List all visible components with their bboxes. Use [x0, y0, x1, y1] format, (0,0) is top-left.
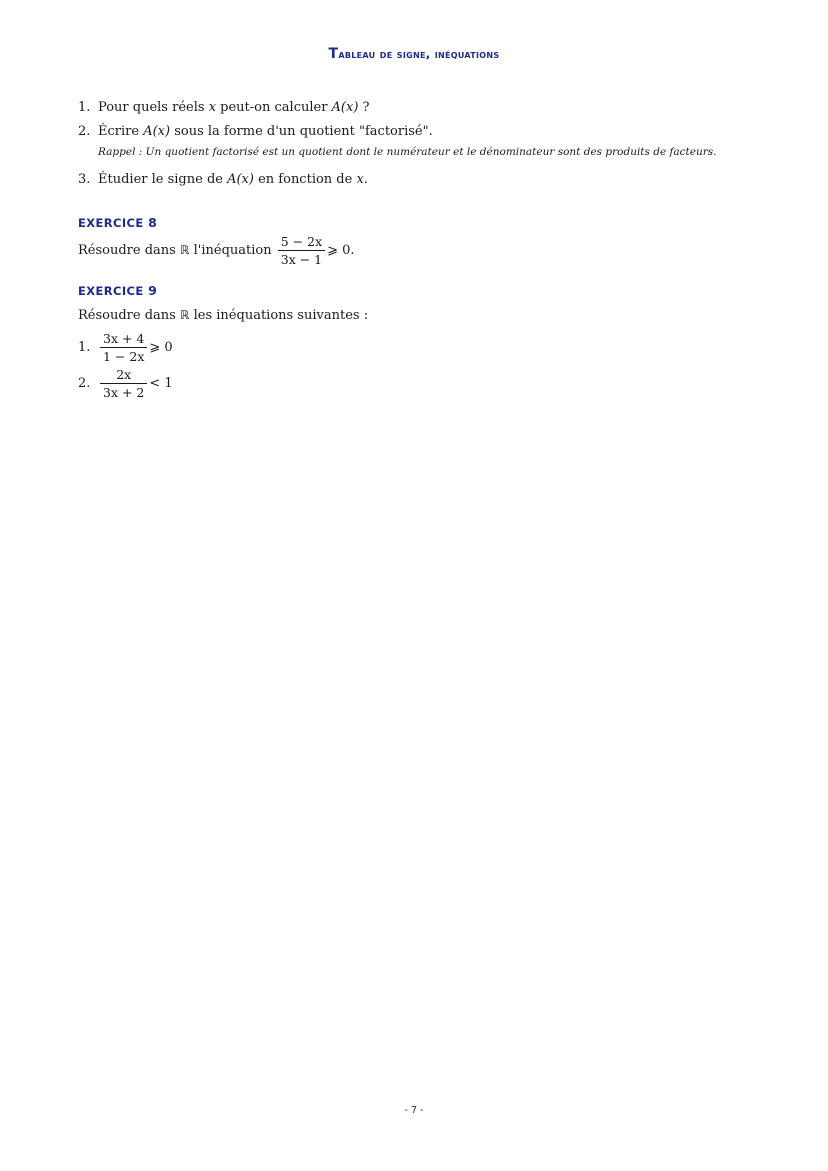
question-number: 1. — [78, 100, 91, 115]
real-numbers-symbol: ℝ — [179, 308, 190, 322]
inequality-relation: < 1 — [149, 376, 173, 391]
inequality-relation: ⩾ 0 — [149, 340, 173, 355]
item-number: 1. — [78, 340, 91, 355]
question-3 — [78, 170, 778, 194]
question-list — [78, 98, 778, 146]
fraction-denominator: 3x − 1 — [280, 252, 323, 267]
exercise-9-title: EXERCICE 9 — [78, 283, 158, 298]
question-number: 3. — [78, 172, 91, 187]
exercise-8-fraction — [278, 234, 325, 267]
real-numbers-symbol: ℝ — [179, 243, 190, 257]
question-1 — [78, 98, 778, 122]
item-fraction — [100, 367, 147, 400]
question-number: 2. — [78, 124, 91, 139]
question-text: Étudier le signe de A(x) en fonction de x. — [98, 172, 368, 187]
fraction-numerator: 2x — [100, 367, 147, 384]
header-rest: ableau de signe, inéquations — [338, 47, 500, 61]
item-fraction — [100, 331, 147, 364]
reminder-note: Rappel : Un quotient factorisé est un quotient dont le numérateur et le dénominateur sont des produits de facteurs. — [98, 146, 717, 158]
fraction-numerator: 3x + 4 — [100, 331, 147, 348]
header-initial: T — [328, 46, 339, 62]
exercise-9-intro: Résoudre dans ℝ les inéquations suivantes : — [78, 308, 369, 323]
question-2 — [78, 122, 778, 146]
page-header — [0, 46, 828, 62]
item-number: 2. — [78, 376, 91, 391]
inequality-relation: ⩾ 0. — [327, 243, 355, 258]
exercise-8-title: EXERCICE 8 — [78, 215, 158, 230]
exercise-9-item-2 — [78, 367, 173, 400]
question-list-cont — [78, 170, 778, 194]
fraction-denominator: 1 − 2x — [103, 349, 145, 364]
question-text: Écrire A(x) sous la forme d'un quotient "factorisé". — [98, 124, 433, 139]
exercise-9-item-1 — [78, 331, 173, 364]
page-number: - 7 - — [404, 1105, 424, 1116]
fraction-denominator: 3x + 2 — [103, 385, 145, 400]
question-text: Pour quels réels x peut-on calculer A(x) ? — [98, 100, 370, 115]
fraction-numerator: 5 − 2x — [278, 234, 325, 251]
exercise-8-statement: Résoudre dans ℝ l'inéquation $\frac{5 - 2x}{3x - 1}$ ⩾ 0. — [78, 234, 355, 267]
